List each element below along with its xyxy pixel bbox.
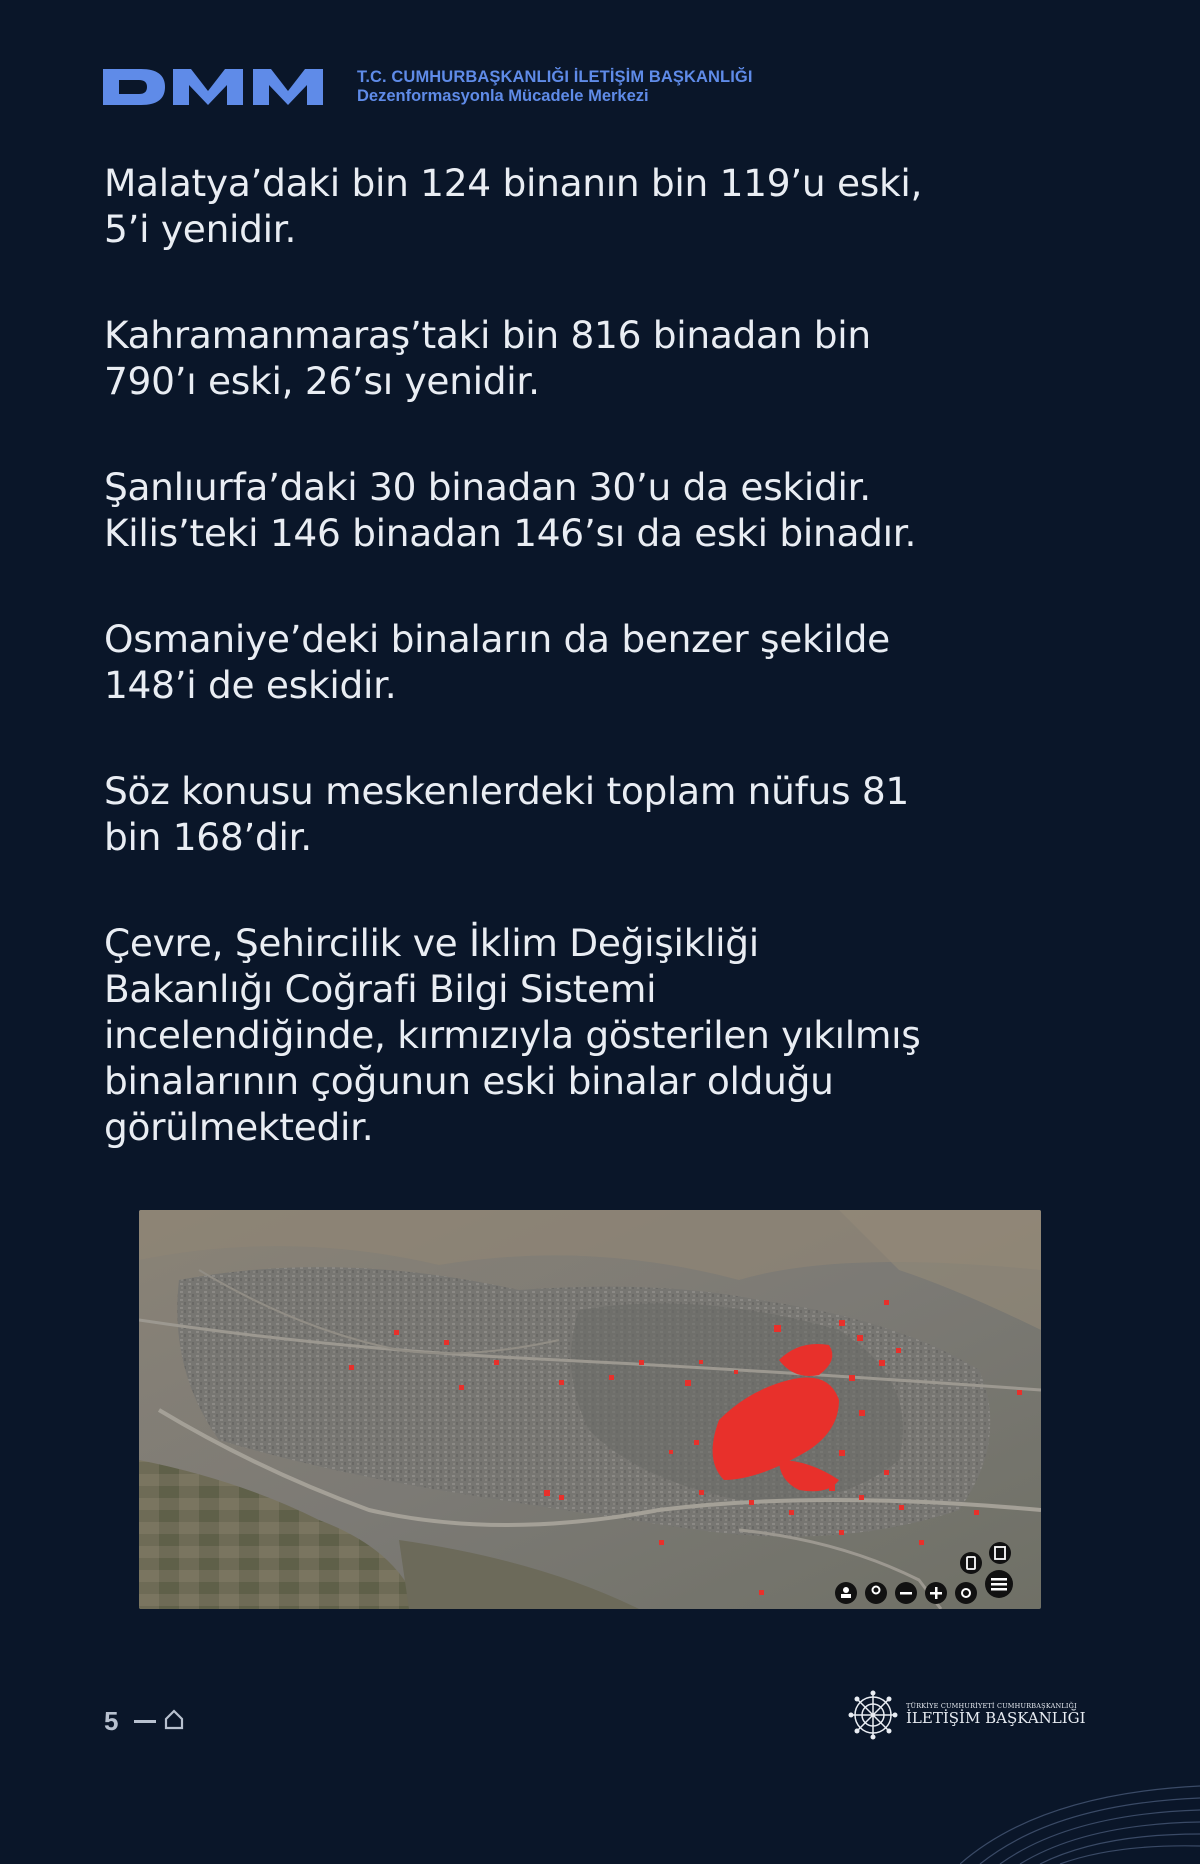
paragraph-line: Kilis’teki 146 binadan 146’sı da eski binadır. [104, 511, 917, 555]
dmm-logo [103, 67, 347, 107]
paragraph-line: incelendiğinde, kırmızıyla gösterilen yıkılmış [104, 1013, 921, 1057]
paragraph-line: bin 168’dir. [104, 815, 312, 859]
paragraph-line: 790’ı eski, 26’sı yenidir. [104, 359, 540, 403]
paragraph-line: Şanlıurfa’daki 30 binadan 30’u da eskidir. [104, 465, 871, 509]
brand-large-text: İLETİŞİM BAŞKANLIĞI [906, 1709, 1086, 1728]
org-line-1: T.C. CUMHURBAŞKANLIĞI İLETİŞİM BAŞKANLIĞI [357, 68, 753, 87]
paragraph-kahramanmaras [104, 312, 984, 404]
paragraph-line: binalarının çoğunun eski binalar olduğu [104, 1059, 834, 1103]
paragraph-line: Kahramanmaraş’taki bin 816 binadan bin [104, 313, 871, 357]
org-line-2: Dezenformasyonla Mücadele Merkezi [357, 87, 649, 105]
paragraph-malatya [104, 160, 984, 252]
page-footer-nav [104, 1706, 184, 1737]
paragraph-osmaniye [104, 616, 984, 708]
paragraph-line: 5’i yenidir. [104, 207, 297, 251]
paragraph-line: Çevre, Şehircilik ve İklim Değişikliği [104, 921, 759, 965]
paragraph-line: Osmaniye’deki binaların da benzer şekilde [104, 617, 890, 661]
divider-dash [134, 1720, 156, 1723]
page-number: 5 [104, 1706, 119, 1736]
iletisim-brand [848, 1690, 1086, 1740]
header [103, 67, 753, 107]
brand-small-text: TÜRKİYE CUMHURİYETİ CUMHURBAŞKANLIĞI [906, 1702, 1077, 1711]
paragraph-gis [104, 920, 984, 1150]
iletisim-emblem-icon [848, 1690, 898, 1740]
paragraph-line: Malatya’daki bin 124 binanın bin 119’u eski, [104, 161, 923, 205]
paragraph-line: 148’i de eskidir. [104, 663, 397, 707]
satellite-map-image [139, 1210, 1041, 1609]
paragraph-population [104, 768, 984, 860]
paragraph-line: görülmektedir. [104, 1105, 374, 1149]
paragraph-line: Bakanlığı Coğrafi Bilgi Sistemi [104, 967, 657, 1011]
article-body [104, 160, 984, 1210]
paragraph-sanliurfa-kilis [104, 464, 984, 556]
satellite-map [139, 1210, 1041, 1609]
home-icon[interactable] [164, 1706, 184, 1737]
decorative-waves [960, 1774, 1200, 1864]
paragraph-line: Söz konusu meskenlerdeki toplam nüfus 81 [104, 769, 909, 813]
